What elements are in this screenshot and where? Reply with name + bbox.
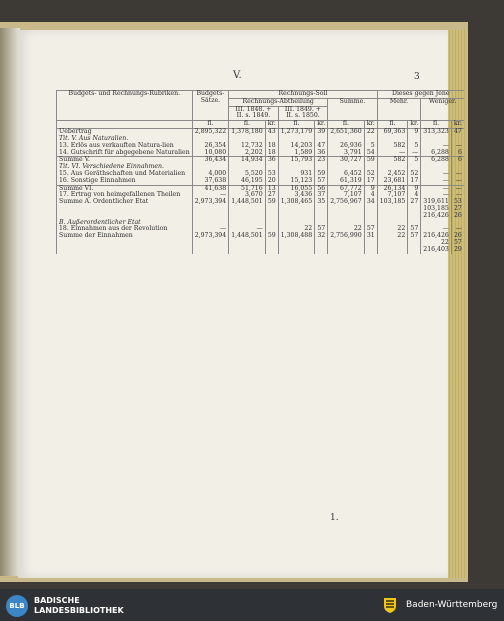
cell-w: — (421, 226, 452, 233)
cell-wk: 26 (451, 233, 464, 240)
cell-ck: 59 (315, 171, 328, 178)
cell-c: 1,273,179 (278, 129, 315, 136)
cell-mk: 57 (408, 226, 421, 233)
library-name-line1: BADISCHE (34, 596, 80, 605)
table-row (57, 233, 464, 240)
cell-sk (364, 206, 377, 213)
cell-sk: 31 (364, 233, 377, 240)
unit-fl-summe: fl. (328, 121, 365, 129)
cell-c: 15,123 (278, 178, 315, 185)
col-rechnungs-soll: Rechnungs-Soll (229, 91, 378, 99)
table-row (57, 247, 464, 254)
cell-mk: 17 (408, 178, 421, 185)
row-label: Uebertrag (57, 129, 193, 136)
cell-m: 22 (377, 233, 408, 240)
cell-sk (364, 247, 377, 254)
cell-sk: 52 (364, 171, 377, 178)
cell-c (278, 247, 315, 254)
unit-fl-mehr: fl. (377, 121, 408, 129)
cell-w: 103,185 (421, 206, 452, 213)
cell-w: — (421, 143, 452, 150)
cell-ak: 53 (265, 171, 278, 178)
table-row (57, 199, 464, 206)
cell-ak: 43 (265, 129, 278, 136)
cell-ak: 20 (265, 178, 278, 185)
cell-wk: 53 (451, 199, 464, 206)
cell-m: 7,107 (377, 192, 408, 199)
cell-wk: — (451, 192, 464, 199)
cell-ck (315, 213, 328, 220)
cell-wk: 29 (451, 247, 464, 254)
cell-b: — (192, 226, 229, 233)
cell-ck: 57 (315, 226, 328, 233)
cell-ck: 37 (315, 192, 328, 199)
row-label: B. Außerordentlicher Etat (57, 220, 193, 227)
page-header: V. (233, 70, 242, 81)
cell-m: 26,134 (377, 185, 408, 192)
cell-mk: 4 (408, 192, 421, 199)
cell-m: 582 (377, 157, 408, 164)
cell-sk: 5 (364, 143, 377, 150)
row-label (57, 240, 193, 247)
cell-c: 931 (278, 171, 315, 178)
cell-sk: 4 (364, 192, 377, 199)
cell-w: 216,403 (421, 247, 452, 254)
cell-s (328, 213, 365, 220)
cell-a: 1,448,501 (229, 233, 266, 240)
row-label: Tit. V. Aus Naturalien. (57, 136, 193, 143)
col-budget: Budgets-Sätze. (192, 91, 229, 121)
cell-s: 30,727 (328, 157, 365, 164)
cell-w: — (421, 192, 452, 199)
row-label: 17. Ertrag von heimgefallenen Theilen (57, 192, 193, 199)
cell-mk (408, 213, 421, 220)
cell-a: 12,732 (229, 143, 266, 150)
cell-s: 67,772 (328, 185, 365, 192)
cell-ck: 56 (315, 185, 328, 192)
cell-b: — (192, 192, 229, 199)
cell-c (278, 206, 315, 213)
cell-c (278, 240, 315, 247)
cell-a: 1,448,501 (229, 199, 266, 206)
unit-fl-period-2: fl. (278, 121, 315, 129)
page-spine (0, 28, 20, 576)
col-mehr: Mehr. (377, 98, 421, 120)
cell-b: 2,973,394 (192, 199, 229, 206)
row-label: Summe der Einnahmen (57, 233, 193, 240)
cell-ak: 36 (265, 157, 278, 164)
cell-ck (315, 240, 328, 247)
cell-ck: 36 (315, 150, 328, 157)
cell-w: 319,611 (421, 199, 452, 206)
cell-s (328, 206, 365, 213)
cell-a: 5,520 (229, 171, 266, 178)
cell-wk: — (451, 185, 464, 192)
cell-s (328, 240, 365, 247)
cell-m: 103,185 (377, 199, 408, 206)
state-name: Baden-Württemberg (406, 600, 498, 610)
unit-fl-weniger: fl. (421, 121, 452, 129)
cell-b (192, 247, 229, 254)
row-label: 15. Aus Geräthschaften und Materialien (57, 171, 193, 178)
row-label: 13. Erlös aus verkauften Natura-lien (57, 143, 193, 150)
cell-a: 3,670 (229, 192, 266, 199)
cell-mk (408, 247, 421, 254)
cell-ak: 59 (265, 199, 278, 206)
cell-s: 2,756,967 (328, 199, 365, 206)
cell-sk (364, 213, 377, 220)
cell-m (377, 240, 408, 247)
cell-w: — (421, 171, 452, 178)
col-summe: Summe. (328, 98, 378, 120)
cell-b (192, 240, 229, 247)
col-abtheilung: Rechnungs-Abtheilung (229, 98, 328, 106)
blb-logo-icon: BLB (6, 595, 28, 617)
cell-wk: — (451, 143, 464, 150)
cell-a (229, 247, 266, 254)
cell-c: 22 (278, 226, 315, 233)
cell-w: 216,426 (421, 213, 452, 220)
cell-wk: 6 (451, 157, 464, 164)
coat-of-arms-icon (380, 596, 400, 614)
cell-mk: 9 (408, 129, 421, 136)
cell-mk: 27 (408, 199, 421, 206)
cell-sk (364, 240, 377, 247)
cell-c: 16,055 (278, 185, 315, 192)
page-number: 3 (414, 72, 420, 82)
cell-s: 7,107 (328, 192, 365, 199)
cell-mk (408, 240, 421, 247)
cell-b: 10,080 (192, 150, 229, 157)
cell-m: 22 (377, 226, 408, 233)
cell-w: 6,288 (421, 150, 452, 157)
cell-a: 46,195 (229, 178, 266, 185)
cell-ak (265, 213, 278, 220)
cell-m (377, 206, 408, 213)
cell-ck: 35 (315, 199, 328, 206)
cell-s: 26,936 (328, 143, 365, 150)
row-label: Tit. VI. Verschiedene Einnahmen. (57, 164, 193, 171)
unit-kr-period-1: kr. (265, 121, 278, 129)
col-period-1: III. 1848. + II. s. 1849. (229, 106, 279, 121)
cell-ck (315, 247, 328, 254)
cell-ak: 27 (265, 192, 278, 199)
cell-mk (408, 206, 421, 213)
row-label: 14. Gutschrift für abgegebene Naturalien (57, 150, 193, 157)
cell-ak (265, 206, 278, 213)
cell-m (377, 213, 408, 220)
cell-sk: 34 (364, 199, 377, 206)
unit-kr-weniger: kr. (451, 121, 464, 129)
cell-s: 61,319 (328, 178, 365, 185)
cell-b: 37,638 (192, 178, 229, 185)
budget-table (56, 90, 464, 254)
cell-w: 313,323 (421, 129, 452, 136)
cell-a (229, 240, 266, 247)
signature-mark: 1. (330, 513, 339, 523)
cell-wk: 6 (451, 150, 464, 157)
row-label: 16. Sonstige Einnahmen (57, 178, 193, 185)
col-weniger: Weniger. (421, 98, 464, 120)
cell-ck: 32 (315, 233, 328, 240)
cell-c: 15,793 (278, 157, 315, 164)
cell-wk: — (451, 226, 464, 233)
cell-a: — (229, 226, 266, 233)
cell-ak: 13 (265, 185, 278, 192)
table-row (57, 178, 464, 185)
col-period-2: III. 1849. + II. s. 1850. (278, 106, 328, 121)
unit-kr-summe: kr. (364, 121, 377, 129)
cell-s: 6,452 (328, 171, 365, 178)
cell-mk: 5 (408, 157, 421, 164)
table-row (57, 206, 464, 213)
cell-c: 1,308,488 (278, 233, 315, 240)
cell-w: 22 (421, 240, 452, 247)
row-label (57, 247, 193, 254)
cell-sk: 54 (364, 150, 377, 157)
cell-a: 51,716 (229, 185, 266, 192)
cell-sk: 22 (364, 129, 377, 136)
cell-s: 3,791 (328, 150, 365, 157)
cell-w: 216,426 (421, 233, 452, 240)
cell-wk: — (451, 171, 464, 178)
cell-b (192, 213, 229, 220)
cell-sk: 17 (364, 178, 377, 185)
row-label: Summe V. (57, 157, 193, 164)
cell-w: 6,288 (421, 157, 452, 164)
cell-c: 3,436 (278, 192, 315, 199)
cell-c (278, 213, 315, 220)
cell-ak: 18 (265, 143, 278, 150)
cell-mk: 5 (408, 143, 421, 150)
cell-b: 2,895,322 (192, 129, 229, 136)
cell-m (377, 247, 408, 254)
col-dieses-gegen-jene: Dieses gegen Jene (377, 91, 464, 99)
col-rubriken: Budgets- und Rechnungs-Rubriken. (57, 91, 193, 121)
cell-wk: 27 (451, 206, 464, 213)
cell-ak (265, 240, 278, 247)
cell-s: 22 (328, 226, 365, 233)
cell-b: 36,434 (192, 157, 229, 164)
cell-ck: 39 (315, 129, 328, 136)
cell-mk: — (408, 150, 421, 157)
cell-b: 4,000 (192, 171, 229, 178)
cell-ak: 59 (265, 233, 278, 240)
cell-sk: 57 (364, 226, 377, 233)
unit-fl-budget: fl. (192, 121, 229, 129)
row-label: Summe VI. (57, 185, 193, 192)
cell-ak (265, 247, 278, 254)
cell-a: 1,378,180 (229, 129, 266, 136)
cell-ck (315, 206, 328, 213)
cell-sk: 59 (364, 157, 377, 164)
cell-ck: 23 (315, 157, 328, 164)
cell-m: — (377, 150, 408, 157)
cell-mk: 57 (408, 233, 421, 240)
cell-m: 69,363 (377, 129, 408, 136)
cell-wk: 26 (451, 213, 464, 220)
cell-b: 26,354 (192, 143, 229, 150)
unit-kr-mehr: kr. (408, 121, 421, 129)
cell-ak: 18 (265, 150, 278, 157)
row-label: 18. Einnahmen aus der Revolution (57, 226, 193, 233)
cell-ck: 57 (315, 178, 328, 185)
cell-m: 582 (377, 143, 408, 150)
cell-ck: 47 (315, 143, 328, 150)
cell-wk: 47 (451, 129, 464, 136)
cell-a: 14,934 (229, 157, 266, 164)
cell-c: 1,308,465 (278, 199, 315, 206)
unit-kr-period-2: kr. (315, 121, 328, 129)
cell-b: 2,973,394 (192, 233, 229, 240)
row-label (57, 206, 193, 213)
cell-c: 14,203 (278, 143, 315, 150)
cell-s: 2,651,360 (328, 129, 365, 136)
cell-m: 2,452 (377, 171, 408, 178)
cell-wk: 57 (451, 240, 464, 247)
cell-a: 2,202 (229, 150, 266, 157)
cell-w: — (421, 185, 452, 192)
cell-s: 2,756,990 (328, 233, 365, 240)
cell-m: 23,681 (377, 178, 408, 185)
cell-mk: 52 (408, 171, 421, 178)
row-label: Summe A. Ordentlicher Etat (57, 199, 193, 206)
cell-a (229, 206, 266, 213)
cell-sk: 9 (364, 185, 377, 192)
cell-b (192, 206, 229, 213)
cell-b: 41,638 (192, 185, 229, 192)
cell-c: 1,589 (278, 150, 315, 157)
cell-s (328, 247, 365, 254)
cell-wk: — (451, 178, 464, 185)
unit-fl-period-1: fl. (229, 121, 266, 129)
cell-mk: 9 (408, 185, 421, 192)
table-row (57, 240, 464, 247)
cell-a (229, 213, 266, 220)
library-name-line2: LANDESBIBLIOTHEK (34, 606, 124, 615)
cell-w: — (421, 178, 452, 185)
